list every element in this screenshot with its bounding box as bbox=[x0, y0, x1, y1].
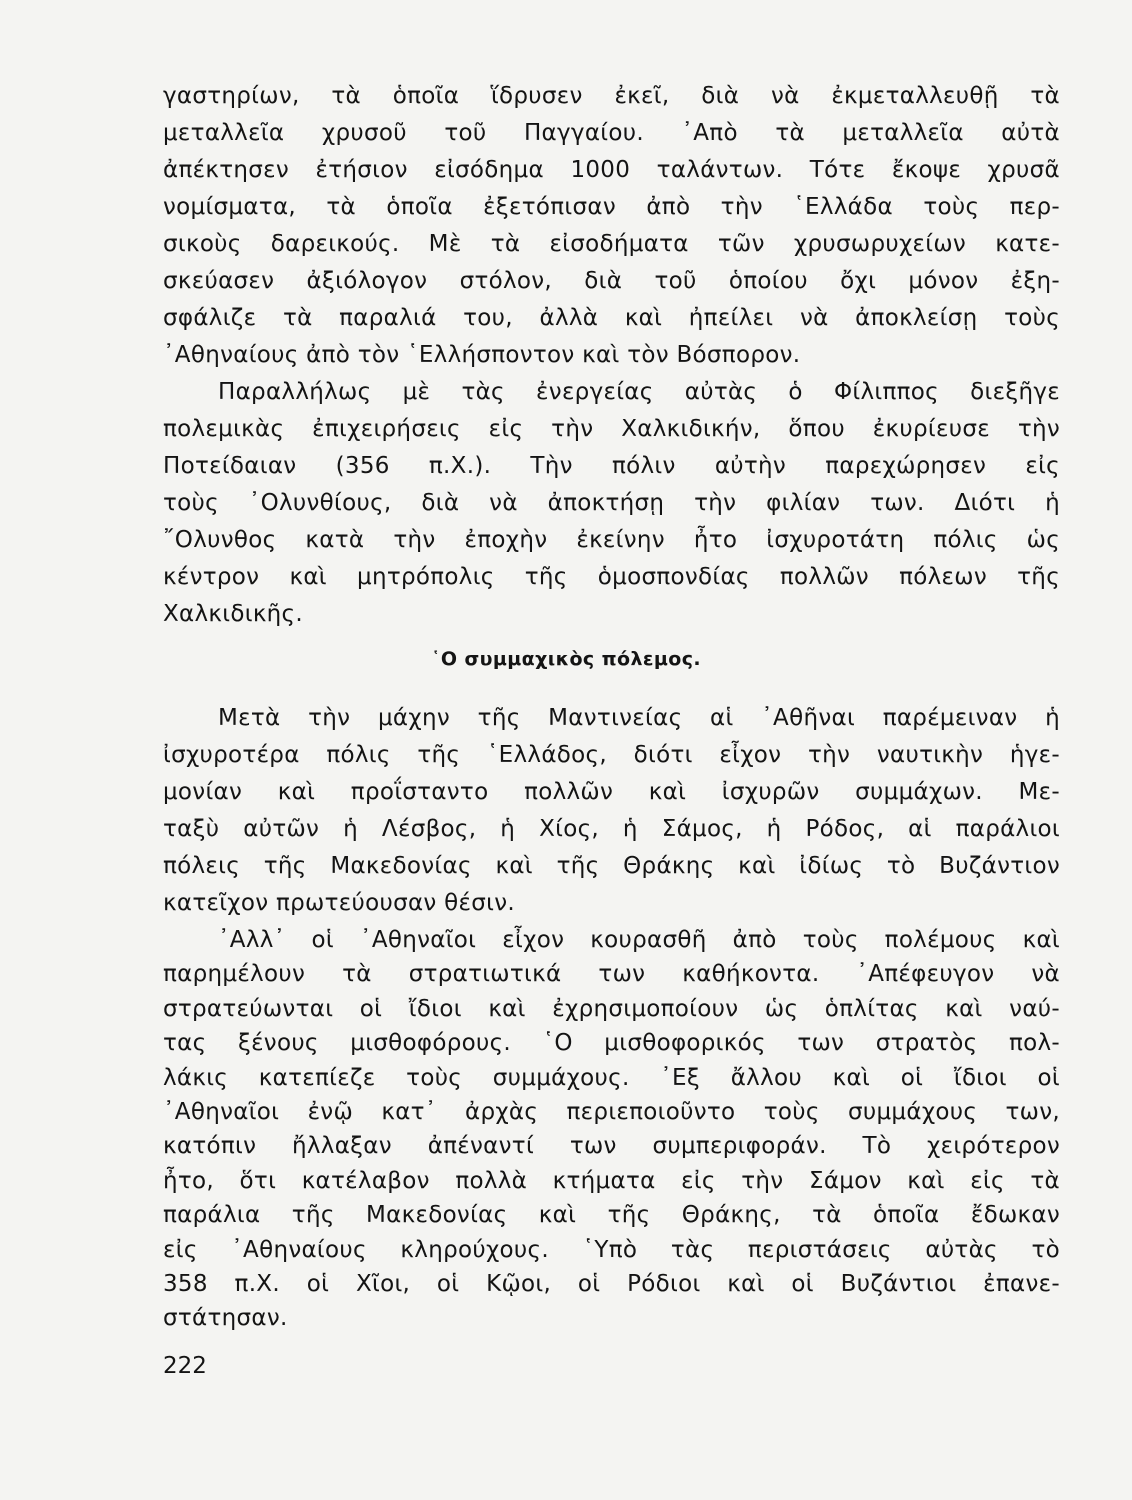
text-line: ἰσχυροτέρα πόλις τῆς ῾Ελλάδος, διότι εἶχον τὴν ναυτικὴν ἡγε- bbox=[163, 742, 1060, 768]
text-line: κατόπιν ἤλλαξαν ἀπέναντί των συμπεριφοράν. Τὸ χειρότερον bbox=[163, 1133, 1060, 1160]
text-line: γαστηρίων, τὰ ὁποῖα ἵδρυσεν ἐκεῖ, διὰ νὰ ἐκμεταλλευθῇ τὰ bbox=[163, 83, 1060, 109]
text-line: 358 π.Χ. οἱ Χῖοι, οἱ Κῷοι, οἱ Ρόδιοι καὶ οἱ Βυζάντιοι ἐπανε- bbox=[163, 1271, 1060, 1297]
text-line: Μετὰ τὴν μάχην τῆς Μαντινείας αἱ ᾿Αθῆναι παρέμειναν ἡ bbox=[218, 705, 1060, 731]
text-line: ἦτο, ὅτι κατέλαβον πολλὰ κτήματα εἰς τὴν Σάμον καὶ εἰς τὰ bbox=[163, 1167, 1060, 1194]
text-line: σκεύασεν ἀξιόλογον στόλον, διὰ τοῦ ὁποίου ὄχι μόνον ἐξη- bbox=[163, 268, 1060, 294]
text-line: πόλεις τῆς Μακεδονίας καὶ τῆς Θράκης καὶ ἰδίως τὸ Βυζάντιον bbox=[163, 853, 1060, 879]
text-line: τας ξένους μισθοφόρους. ῾Ο μισθοφορικός των στρατὸς πολ- bbox=[163, 1030, 1060, 1057]
section-heading: ῾Ο συμμαχικὸς πόλεμος. bbox=[431, 648, 701, 670]
text-line: στάτησαν. bbox=[163, 1305, 288, 1332]
text-line: ᾿Αθηναίους ἀπὸ τὸν ῾Ελλήσποντον καὶ τὸν Βόσπορον. bbox=[163, 342, 801, 368]
text-line: μονίαν καὶ προΐσταντο πολλῶν καὶ ἰσχυρῶν συμμάχων. Με- bbox=[163, 779, 1060, 805]
text-line: ῎Ολυνθος κατὰ τὴν ἐποχὴν ἐκείνην ἦτο ἰσχυροτάτη πόλις ὡς bbox=[163, 527, 1060, 553]
text-line: παράλια τῆς Μακεδονίας καὶ τῆς Θράκης, τὰ ὁποῖα ἔδωκαν bbox=[163, 1202, 1060, 1229]
text-line: ἀπέκτησεν ἐτήσιον εἰσόδημα 1000 ταλάντων. Τότε ἔκοψε χρυσᾶ bbox=[163, 157, 1060, 183]
text-line: παρημέλουν τὰ στρατιωτικά των καθήκοντα. ᾿Απέφευγον νὰ bbox=[163, 961, 1060, 988]
text-line: στρατεύωνται οἱ ἴδιοι καὶ ἐχρησιμοποίουν ὡς ὁπλίτας καὶ ναύ- bbox=[163, 995, 1060, 1022]
text-line: πολεμικὰς ἐπιχειρήσεις εἰς τὴν Χαλκιδικήν, ὅπου ἐκυρίευσε τὴν bbox=[163, 416, 1060, 442]
text-line: κέντρον καὶ μητρόπολις τῆς ὁμοσπονδίας πολλῶν πόλεων τῆς bbox=[163, 564, 1060, 590]
text-line: ταξὺ αὐτῶν ἡ Λέσβος, ἡ Χίος, ἡ Σάμος, ἡ Ρόδος, αἱ παράλιοι bbox=[163, 816, 1060, 842]
text-line: σικοὺς δαρεικούς. Μὲ τὰ εἰσοδήματα τῶν χρυσωρυχείων κατε- bbox=[163, 231, 1060, 257]
text-line: Χαλκιδικῆς. bbox=[163, 601, 303, 627]
text-line: σφάλιζε τὰ παραλιά του, ἀλλὰ καὶ ἠπείλει νὰ ἀποκλείσῃ τοὺς bbox=[163, 305, 1060, 331]
text-line: Παραλλήλως μὲ τὰς ἐνεργείας αὐτὰς ὁ Φίλιππος διεξῆγε bbox=[218, 379, 1060, 405]
text-line: Ποτείδαιαν (356 π.Χ.). Τὴν πόλιν αὐτὴν παρεχώρησεν εἰς bbox=[163, 453, 1060, 479]
text-line: κατεῖχον πρωτεύουσαν θέσιν. bbox=[163, 890, 515, 916]
text-line: μεταλλεῖα χρυσοῦ τοῦ Παγγαίου. ᾿Απὸ τὰ μεταλλεῖα αὐτὰ bbox=[163, 120, 1060, 146]
text-line: ᾿Αθηναῖοι ἐνῷ κατ᾿ ἀρχὰς περιεποιοῦντο τοὺς συμμάχους των, bbox=[163, 1099, 1060, 1125]
text-line: ᾿Αλλ᾿ οἱ ᾿Αθηναῖοι εἶχον κουρασθῆ ἀπὸ τοὺς πολέμους καὶ bbox=[218, 927, 1060, 953]
text-line: λάκις κατεπίεζε τοὺς συμμάχους. ᾿Εξ ἄλλου καὶ οἱ ἴδιοι οἱ bbox=[163, 1064, 1060, 1091]
text-line: τοὺς ᾿Ολυνθίους, διὰ νὰ ἀποκτήσῃ τὴν φιλίαν των. Διότι ἡ bbox=[163, 490, 1060, 516]
text-line: νομίσματα, τὰ ὁποῖα ἐξετόπισαν ἀπὸ τὴν ῾Ελλάδα τοὺς περ- bbox=[163, 194, 1060, 220]
text-line: εἰς ᾿Αθηναίους κληρούχους. ῾Υπὸ τὰς περιστάσεις αὐτὰς τὸ bbox=[163, 1236, 1060, 1263]
page-number: 222 bbox=[163, 1353, 207, 1379]
